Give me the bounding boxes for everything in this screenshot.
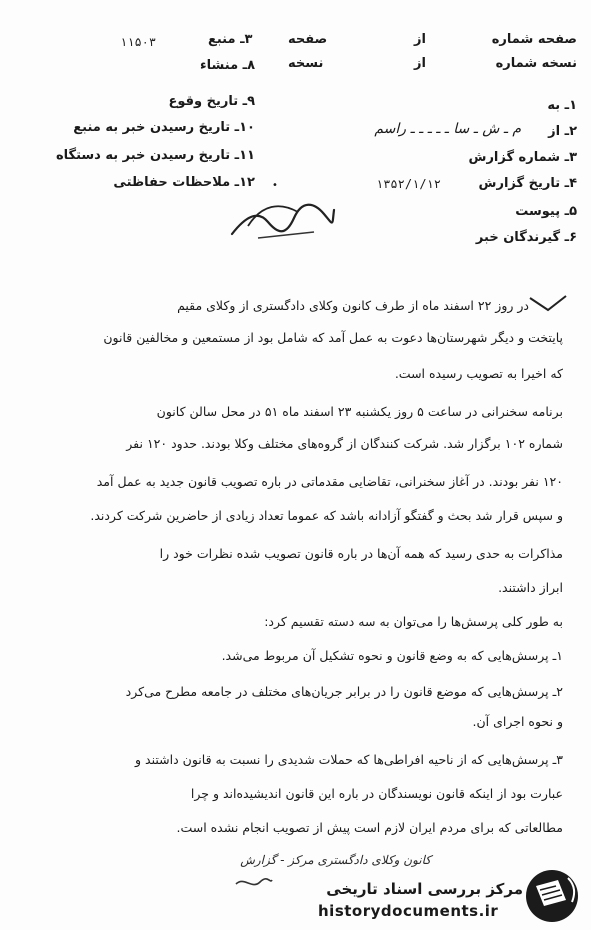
body-line-15: عبارت بود از اینکه قانون نویسندگان در باره این قانون اندیشیده‌اند و چرا: [190, 786, 563, 801]
header-item-to: ۱ـ به: [547, 98, 577, 113]
copy-number-label: نسخه شماره: [495, 56, 577, 71]
footer-scribble: [234, 874, 274, 892]
archive-logo-icon: [522, 866, 582, 924]
body-line-2: پایتخت و دیگر شهرستان‌ها دعوت به عمل آمد که شامل بود از مستمعین و مخالفین قانون: [103, 330, 563, 345]
header-item-report-date: ۴ـ تاریخ گزارش: [478, 176, 577, 191]
body-line-8: مذاکرات به حدی رسید که همه آن‌ها در باره قانون تصویب شده نظرات خود را: [159, 546, 563, 561]
body-line-1: در روز ۲۲ اسفند ماه از طرف کانون وکلای دادگستری از وکلای مقیم: [177, 298, 529, 313]
occurrence-date-label: ۹ـ تاریخ وقوع: [168, 94, 255, 109]
handwritten-signature: [228, 196, 338, 242]
body-line-10: به طور کلی پرسش‌ها را می‌توان به سه دسته تقسیم کرد:: [264, 614, 563, 629]
copy-number-from: از: [414, 56, 426, 71]
copy-label: نسخه: [288, 56, 324, 71]
header-item-from: ۲ـ از: [548, 124, 577, 139]
header-item-recipients: ۶ـ گیرندگان خبر: [475, 230, 577, 245]
serial-number: ۱۱۵۰۳: [120, 35, 157, 49]
header-item-from-value: م ـ ش ـ سا ـ ـ ـ ـ ـ راسم: [374, 121, 521, 137]
watermark-url[interactable]: historydocuments.ir: [318, 902, 499, 920]
security-notes-label: ۱۲ـ ملاحظات حفاظتی: [113, 175, 255, 190]
body-line-7: و سپس قرار شد بحث و گفتگو آزادانه باشد که عموما تعداد زیادی از حاضرین شرکت کردند.: [90, 508, 563, 523]
source-label: ۳ـ منبع: [208, 32, 253, 47]
body-line-9: ابراز داشتند.: [498, 580, 563, 595]
header-item-report-number: ۳ـ شماره گزارش: [468, 150, 577, 165]
body-line-12: ۲ـ پرسش‌هایی که موضع قانون را در برابر جریان‌های مختلف در جامعه مطرح می‌کرد: [125, 684, 563, 699]
body-line-4: برنامه سخنرانی در ساعت ۵ روز یکشنبه ۲۳ اسفند ماه ۵۱ در محل سالن کانون: [156, 404, 563, 419]
stray-mark: •: [272, 180, 278, 191]
page-label: صفحه: [288, 32, 328, 47]
body-line-13: و نحوه اجرای آن.: [472, 714, 563, 729]
header-item-report-date-value: ۱۳۵۲/۱/۱۲: [375, 177, 441, 191]
body-line-5: شماره ۱۰۲ برگزار شد. شرکت کنندگان از گروه‌های مختلف وکلا بودند. حدود ۱۲۰ نفر: [126, 436, 563, 451]
page-number-from: از: [414, 32, 426, 47]
body-line-14: ۳ـ پرسش‌هایی که از ناحیه افراطی‌ها که حملات شدیدی را نسبت به قانون داشتند و: [135, 752, 563, 767]
page-number-label: صفحه شماره: [491, 32, 577, 47]
origin-label: ۸ـ منشاء: [200, 58, 256, 73]
body-line-3: که اخیرا به تصویب رسیده است.: [394, 366, 563, 381]
received-by-agency-label: ۱۱ـ تاریخ رسیدن خبر به دستگاه: [55, 148, 255, 163]
received-by-source-label: ۱۰ـ تاریخ رسیدن خبر به منبع: [73, 120, 255, 135]
check-mark-icon: [528, 292, 568, 314]
footer-handwritten-note: کانون وکلای دادگستری مرکز - گزارش: [240, 853, 431, 867]
body-line-16: مطالعاتی که برای مردم ایران لازم است پیش از تصویب انجام نشده است.: [176, 820, 563, 835]
body-line-6: ۱۲۰ نفر بودند. در آغاز سخنرانی، تقاضایی مقدماتی در باره تصویب قانون جدید به عمل آمد: [96, 474, 563, 489]
body-line-11: ۱ـ پرسش‌هایی که به وضع قانون و نحوه تشکیل آن مربوط می‌شد.: [221, 648, 563, 663]
header-item-attachment: ۵ـ پیوست: [515, 204, 577, 219]
watermark-title: مرکز بررسی اسناد تاریخی: [326, 880, 523, 898]
